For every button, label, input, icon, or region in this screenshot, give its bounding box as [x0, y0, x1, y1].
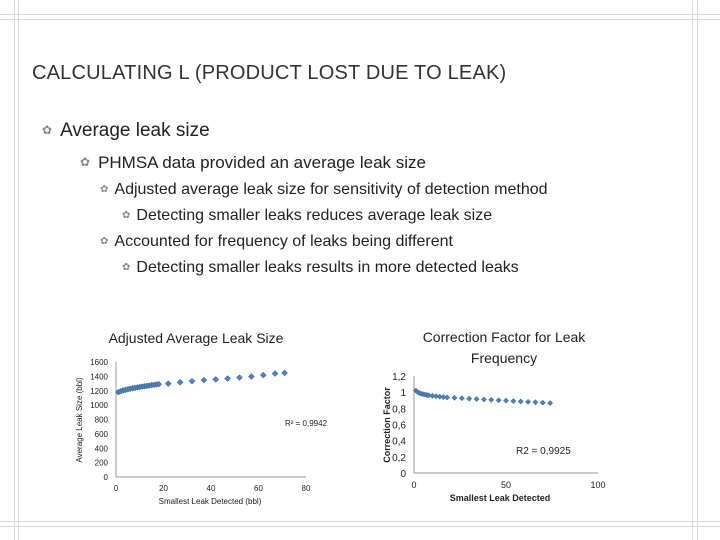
chart1-data-point: [165, 381, 171, 387]
chart2-y-label: Correction Factor: [382, 387, 392, 463]
chart1-data-point: [272, 371, 278, 377]
circle-bullet-icon: ✿: [42, 123, 53, 137]
chart2-data-point: [467, 396, 472, 401]
chart1-title: Adjusted Average Leak Size: [108, 330, 284, 346]
frame-line-left-inner: [18, 0, 19, 540]
chart1-x-tick-label: 60: [254, 484, 263, 493]
chart1-data-point: [201, 377, 207, 383]
chart2-x-tick-label: 0: [411, 480, 417, 490]
bullet-subitem-2-text: Detecting smaller leaks results in more detected leaks: [136, 259, 519, 276]
chart1-y-tick-label: 1000: [90, 401, 108, 411]
circle-bullet-icon: ✿: [122, 210, 131, 221]
chart1-x-tick-label: 80: [301, 484, 311, 493]
chart1-data-point: [237, 375, 243, 381]
chart1-y-tick-label: 1400: [90, 372, 108, 382]
chart1-y-tick-label: 200: [94, 458, 108, 468]
chart1-y-tick-label: 1600: [90, 358, 108, 367]
chart2-data-point: [540, 400, 545, 405]
chart1-data-point: [282, 370, 288, 376]
frame-line-right-inner: [692, 0, 693, 540]
chart1-x-tick-label: 0: [113, 484, 119, 493]
chart2-data-point: [503, 398, 508, 403]
chart2-x-label: Smallest Leak Detected: [449, 493, 551, 503]
chart1-x-tick-label: 20: [159, 484, 168, 493]
chart2-data-point: [548, 400, 553, 405]
circle-bullet-icon: ✿: [100, 236, 109, 247]
chart2-y-tick-label: 0,4: [392, 436, 406, 448]
chart1-data-point: [225, 376, 231, 382]
circle-bullet-icon: ✿: [122, 262, 131, 273]
chart1-x-tick-label: 40: [206, 484, 216, 493]
chart2-data-point: [481, 397, 486, 402]
chart1-y-tick-label: 400: [94, 444, 108, 454]
chart1-y-tick-label: 800: [94, 415, 108, 425]
bullet-subitem-1-text: Detecting smaller leaks reduces average leak size: [136, 207, 493, 224]
slide-title: CALCULATING L (PRODUCT LOST DUE TO LEAK): [32, 62, 507, 84]
chart2-x-tick-label: 100: [590, 480, 606, 490]
chart1-data-point: [213, 376, 219, 382]
chart2-data-point: [474, 396, 479, 401]
bullet-item-2: [100, 233, 453, 251]
circle-bullet-icon: ✿: [100, 184, 109, 195]
chart2-data-point: [452, 395, 457, 400]
chart1-y-tick-label: 0: [103, 473, 108, 482]
chart1-data-point: [248, 374, 254, 380]
chart1-data-point: [189, 378, 195, 384]
bullet-item-2-text: Accounted for frequency of leaks being different: [114, 233, 453, 250]
chart1-y-tick-label: 1200: [90, 386, 108, 396]
chart2-data-point: [525, 399, 530, 404]
bullet-item-1-text: Adjusted average leak size for sensitivity of detection method: [114, 181, 548, 198]
chart1-data-point: [260, 372, 266, 378]
bullet-level1-text: Average leak size: [60, 120, 210, 141]
chart2-data-point: [445, 395, 450, 400]
chart2-data-point: [459, 396, 464, 401]
chart1-y-label: Average Leak Size (bbl): [75, 377, 84, 463]
bullet-level2: [80, 153, 426, 173]
chart2-annotation: R2 = 0,9925: [516, 446, 571, 457]
frame-line-right: [697, 0, 698, 540]
chart1-x-label: Smallest Leak Detected (bbl): [158, 497, 262, 506]
frame-line-bottom-inner: [0, 521, 720, 522]
chart1-data-point: [177, 379, 183, 385]
chart2-data-point: [518, 399, 523, 404]
chart2-y-tick-label: 1,2: [392, 372, 406, 383]
chart2-title-line1: Correction Factor for Leak: [422, 329, 586, 345]
chart2-y-tick-label: 0,6: [392, 420, 406, 432]
chart1-y-tick-label: 600: [94, 429, 108, 439]
bullet-item-1: [100, 181, 548, 199]
swirl-bullet-icon: ✿: [80, 155, 91, 169]
frame-line-left: [14, 0, 15, 540]
chart2-y-tick-label: 0: [400, 469, 406, 480]
chart2-y-tick-label: 1: [400, 388, 406, 400]
chart2-data-point: [496, 398, 501, 403]
bullet-subitem-1: [122, 207, 492, 225]
bullet-subitem-2: [122, 259, 519, 277]
chart2-data-point: [511, 398, 516, 403]
chart2-data-point: [533, 400, 538, 405]
frame-line-bottom: [0, 526, 720, 527]
chart-correction-factor-for-leak-frequency: [380, 320, 640, 515]
chart2-data-point: [489, 397, 494, 402]
frame-line-top: [0, 14, 720, 15]
bullet-level2-text: PHMSA data provided an average leak size: [98, 153, 426, 172]
bullet-level1: [42, 120, 210, 142]
chart-adjusted-average-leak-size: [70, 320, 340, 515]
chart2-x-tick-label: 50: [500, 480, 512, 490]
chart2-y-tick-label: 0,8: [392, 404, 406, 416]
chart2-title-line2: Frequency: [470, 350, 538, 366]
chart1-annotation: R² = 0,9942: [285, 419, 328, 428]
frame-line-top-inner: [0, 19, 720, 20]
chart2-y-tick-label: 0,2: [392, 452, 406, 464]
